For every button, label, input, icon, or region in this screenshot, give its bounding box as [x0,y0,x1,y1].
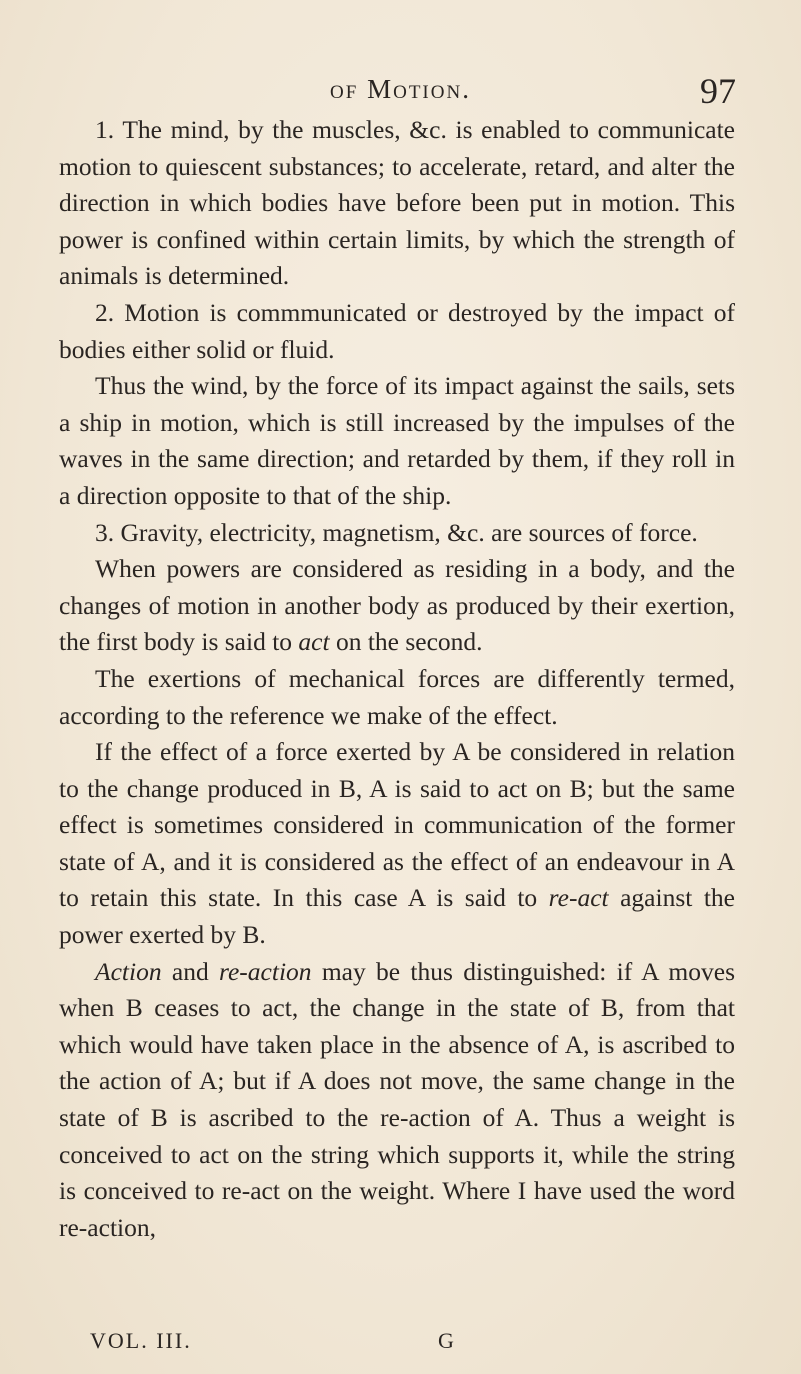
paragraph-p4 [59,515,735,552]
paragraph-p3 [59,368,735,514]
running-title: of Motion. [330,74,471,104]
paragraph-p8 [59,954,735,1247]
running-head [0,71,801,114]
body-text [59,112,735,1246]
text-run: When powers are considered as residing in a body, and the changes of motion in another body as produced by their exertion, the first body is said to [59,554,735,657]
italic-term: Action [95,956,162,986]
signature-mark: G [438,1328,454,1353]
italic-term: re-action [219,956,312,986]
text-run: on the second. [329,627,483,657]
italic-term: act [298,627,330,657]
text-run: against the power exerted by B. [59,883,735,950]
text-run: If the effect of a force exerted by A be considered in relation to the change produced in B, A is said to act on B; but the same effect is sometimes considered in communication of the former state of A, and it is considered as the effect of an endeavour in A to retain this state. In this case A is said to [59,737,735,913]
text-run: 2. Motion is commmunicated or destroyed by the impact of bodies either solid or fluid. [59,297,735,364]
text-run: and [161,956,220,986]
paragraph-p6 [59,661,735,734]
text-run: 3. Gravity, electricity, magnetism, &c. are sources of force. [95,517,698,547]
text-run: Thus the wind, by the force of its impact against the sails, sets a ship in motion, which is still increased by the impulses of the waves in the same direction; and retarded by them, if they roll in a direction opposite to that of the ship. [59,371,735,510]
page-number: 97 [700,71,736,111]
paragraph-p5 [59,551,735,661]
paragraph-p1 [59,112,735,295]
text-run: 1. The mind, by the muscles, &c. is enabled to communicate motion to quiescent substances; to accelerate, retard, and alter the direction in which bodies have before been put in motion. This power is confined within certain limits, by which the strength of animals is determined. [59,115,735,291]
text-run: The exertions of mechanical forces are differently termed, according to the reference we make of the effect. [59,663,735,730]
italic-term: re-act [548,883,609,913]
volume-label: VOL. III. [90,1328,192,1353]
paragraph-p2 [59,295,735,368]
page-footer [0,1328,801,1364]
paragraph-p7 [59,734,735,954]
text-run: may be thus distinguished: if A moves when B ceases to act, the change in the state of B, from that which would have taken place in the absence of A, is ascribed to the action of A; but if A does not move, the same change in the state of B is ascribed to the re-action of A. Thus a weight is conceived to act on the string which supports it, while the string is conceived to re-act on the weight. Where I have used the word re-action, [59,956,735,1242]
